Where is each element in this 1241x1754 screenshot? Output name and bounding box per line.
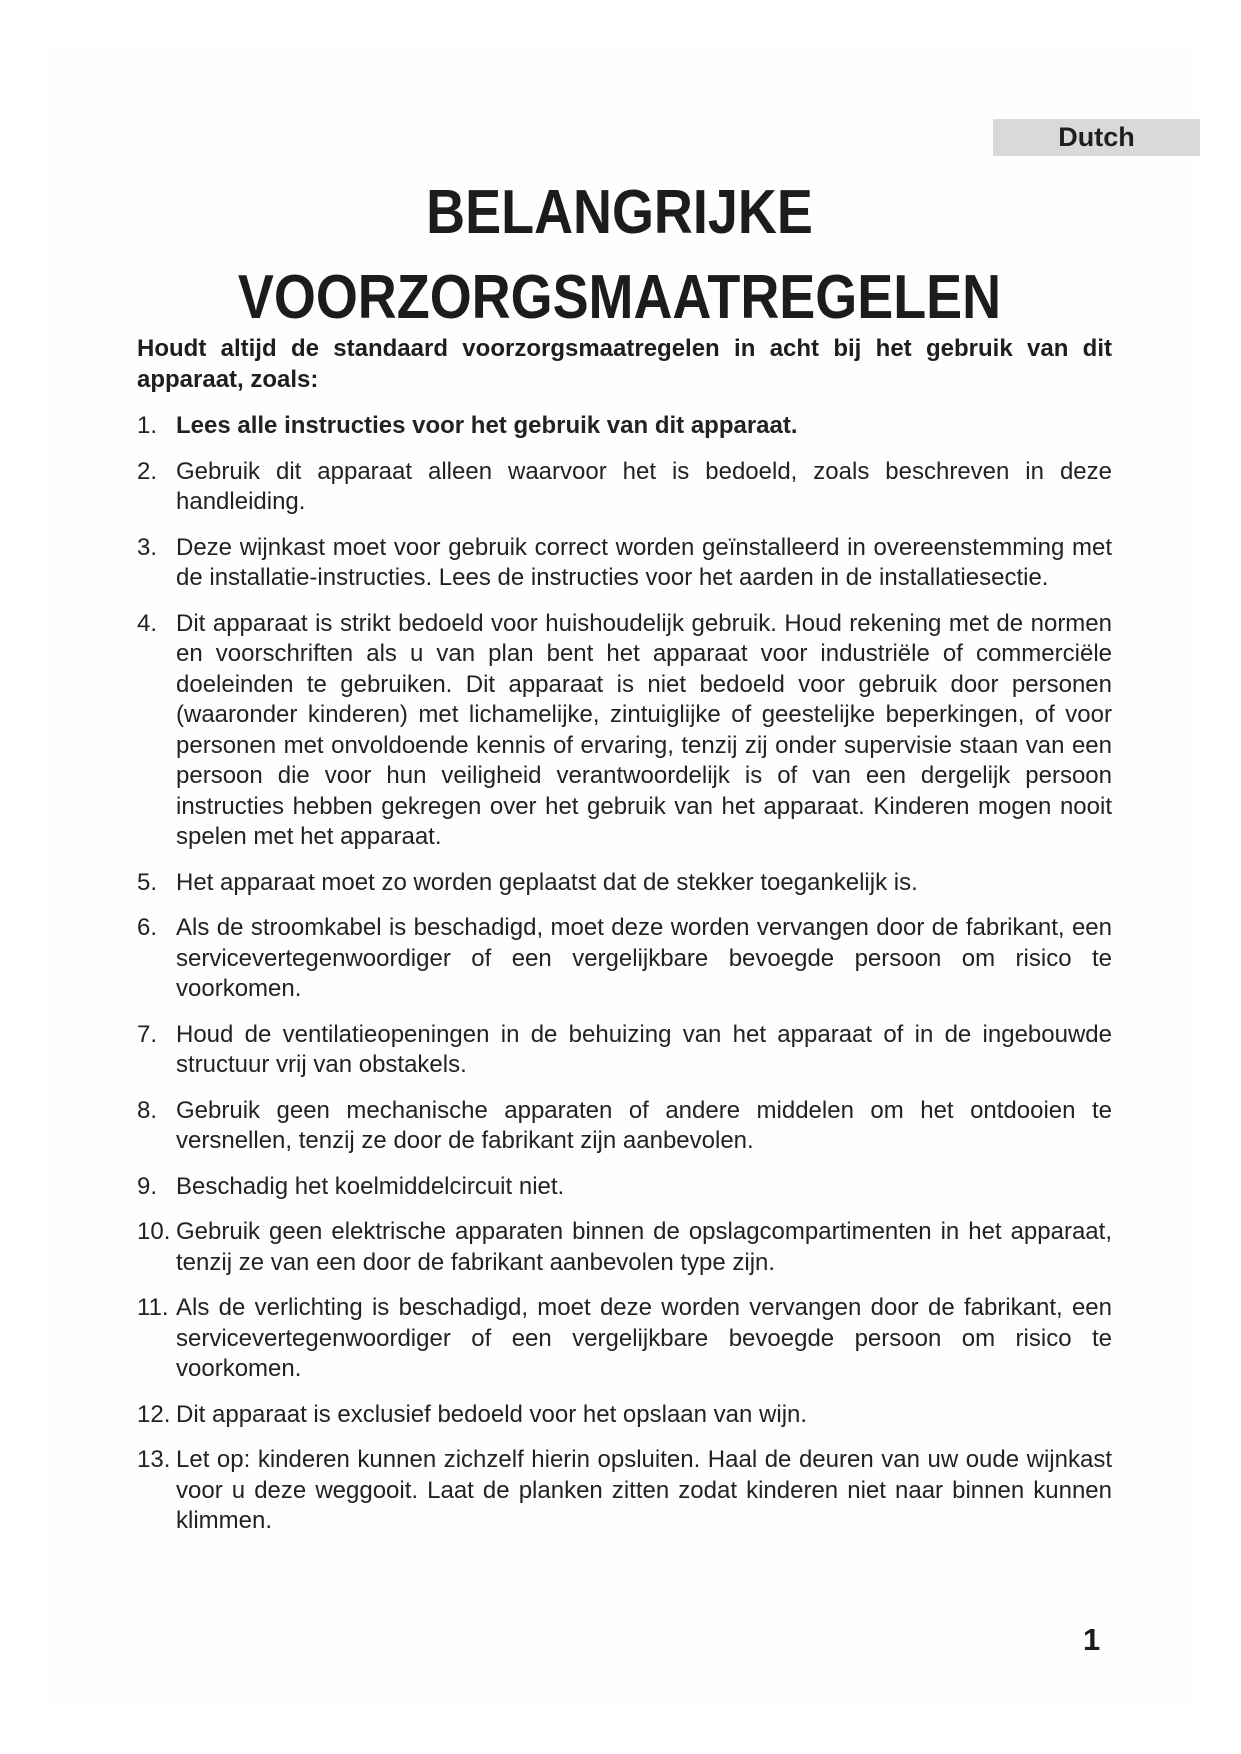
item-number: 10. <box>137 1218 171 1245</box>
item-text: Het apparaat moet zo worden geplaatst dat de stekker toegankelijk is. <box>176 868 918 896</box>
list-item <box>137 411 1112 442</box>
item-number: 4. <box>137 609 158 637</box>
list-item <box>137 1217 1112 1278</box>
page-title-line-2: VOORZORGSMAATREGELEN <box>237 263 1002 332</box>
item-text: Dit apparaat is strikt bedoeld voor huishoudelijk gebruik. Houd rekening met de normen en voorschriften als u van plan bent het apparaat voor industriële of commerciële doeleinden te gebruiken. Dit apparaat is niet bedoeld voor gebruik door personen (waaronder kinderen) met lichamelijke, zintuiglijke of geestelijke beperkingen, of voor personen met onvoldoende kennis of ervaring, tenzij zij onder supervisie staan van een persoon die voor hun veiligheid verantwoordelijk is of van een dergelijk persoon instructies hebben gekregen over het gebruik van het apparaat. Kinderen mogen nooit spelen met het apparaat. <box>176 609 1112 850</box>
item-text: Gebruik dit apparaat alleen waarvoor het is bedoeld, zoals beschreven in deze handleiding. <box>176 457 1112 515</box>
item-text: Dit apparaat is exclusief bedoeld voor het opslaan van wijn. <box>176 1400 808 1428</box>
item-text: Lees alle instructies voor het gebruik van dit apparaat. <box>176 412 798 439</box>
item-text: Deze wijnkast moet voor gebruik correct worden geïnstalleerd in overeenstemming met de installatie-instructies. Lees de instructies voor het aarden in de installatiesectie. <box>176 533 1112 591</box>
item-number: 3. <box>137 533 158 561</box>
intro-paragraph: Houdt altijd de standaard voorzorgsmaatregelen in acht bij het gebruik van dit apparaat, zoals: <box>137 335 1112 393</box>
list-item <box>137 1172 1112 1203</box>
page-number: 1 <box>1083 1622 1101 1657</box>
item-number: 11. <box>137 1294 169 1321</box>
page-title-line-1: BELANGRIJKE <box>426 178 813 247</box>
page-title <box>200 170 1040 340</box>
list-item <box>137 1400 1112 1431</box>
item-number: 5. <box>137 868 158 896</box>
item-number: 12. <box>137 1400 171 1428</box>
item-text: Let op: kinderen kunnen zichzelf hierin opsluiten. Haal de deuren van uw oude wijnkast voor u deze weggooit. Laat de planken zitten zodat kinderen niet naar binnen kunnen klimmen. <box>176 1446 1112 1534</box>
item-text: Houd de ventilatieopeningen in de behuizing van het apparaat of in de ingebouwde structuur vrij van obstakels. <box>176 1020 1112 1078</box>
item-text: Gebruik geen elektrische apparaten binnen de opslagcompartimenten in het apparaat, tenzij ze van een door de fabrikant aanbevolen type zijn. <box>176 1218 1112 1276</box>
list-item <box>137 1445 1112 1537</box>
item-text: Als de verlichting is beschadigd, moet deze worden vervangen door de fabrikant, een servicevertegenwoordiger of een vergelijkbare bevoegde persoon om risico te voorkomen. <box>176 1294 1112 1382</box>
item-number: 8. <box>137 1096 158 1124</box>
list-item <box>137 609 1112 853</box>
list-item <box>137 1020 1112 1081</box>
item-number: 7. <box>137 1020 158 1048</box>
item-number: 6. <box>137 914 158 941</box>
item-number: 9. <box>137 1172 158 1200</box>
item-number: 2. <box>137 457 158 485</box>
item-text: Gebruik geen mechanische apparaten of andere middelen om het ontdooien te versnellen, tenzij ze door de fabrikant zijn aanbevolen. <box>176 1096 1112 1154</box>
list-item <box>137 1293 1112 1385</box>
precautions-list <box>137 411 1112 1552</box>
item-text: Beschadig het koelmiddelcircuit niet. <box>176 1172 565 1200</box>
item-number: 1. <box>137 412 158 439</box>
list-item <box>137 1096 1112 1157</box>
list-item <box>137 457 1112 518</box>
list-item <box>137 913 1112 1005</box>
language-tab: Dutch <box>993 119 1200 156</box>
list-item <box>137 533 1112 594</box>
item-text: Als de stroomkabel is beschadigd, moet deze worden vervangen door de fabrikant, een servicevertegenwoordiger of een vergelijkbare bevoegde persoon om risico te voorkomen. <box>176 914 1112 1002</box>
item-number: 13. <box>137 1446 171 1473</box>
list-item <box>137 868 1112 899</box>
